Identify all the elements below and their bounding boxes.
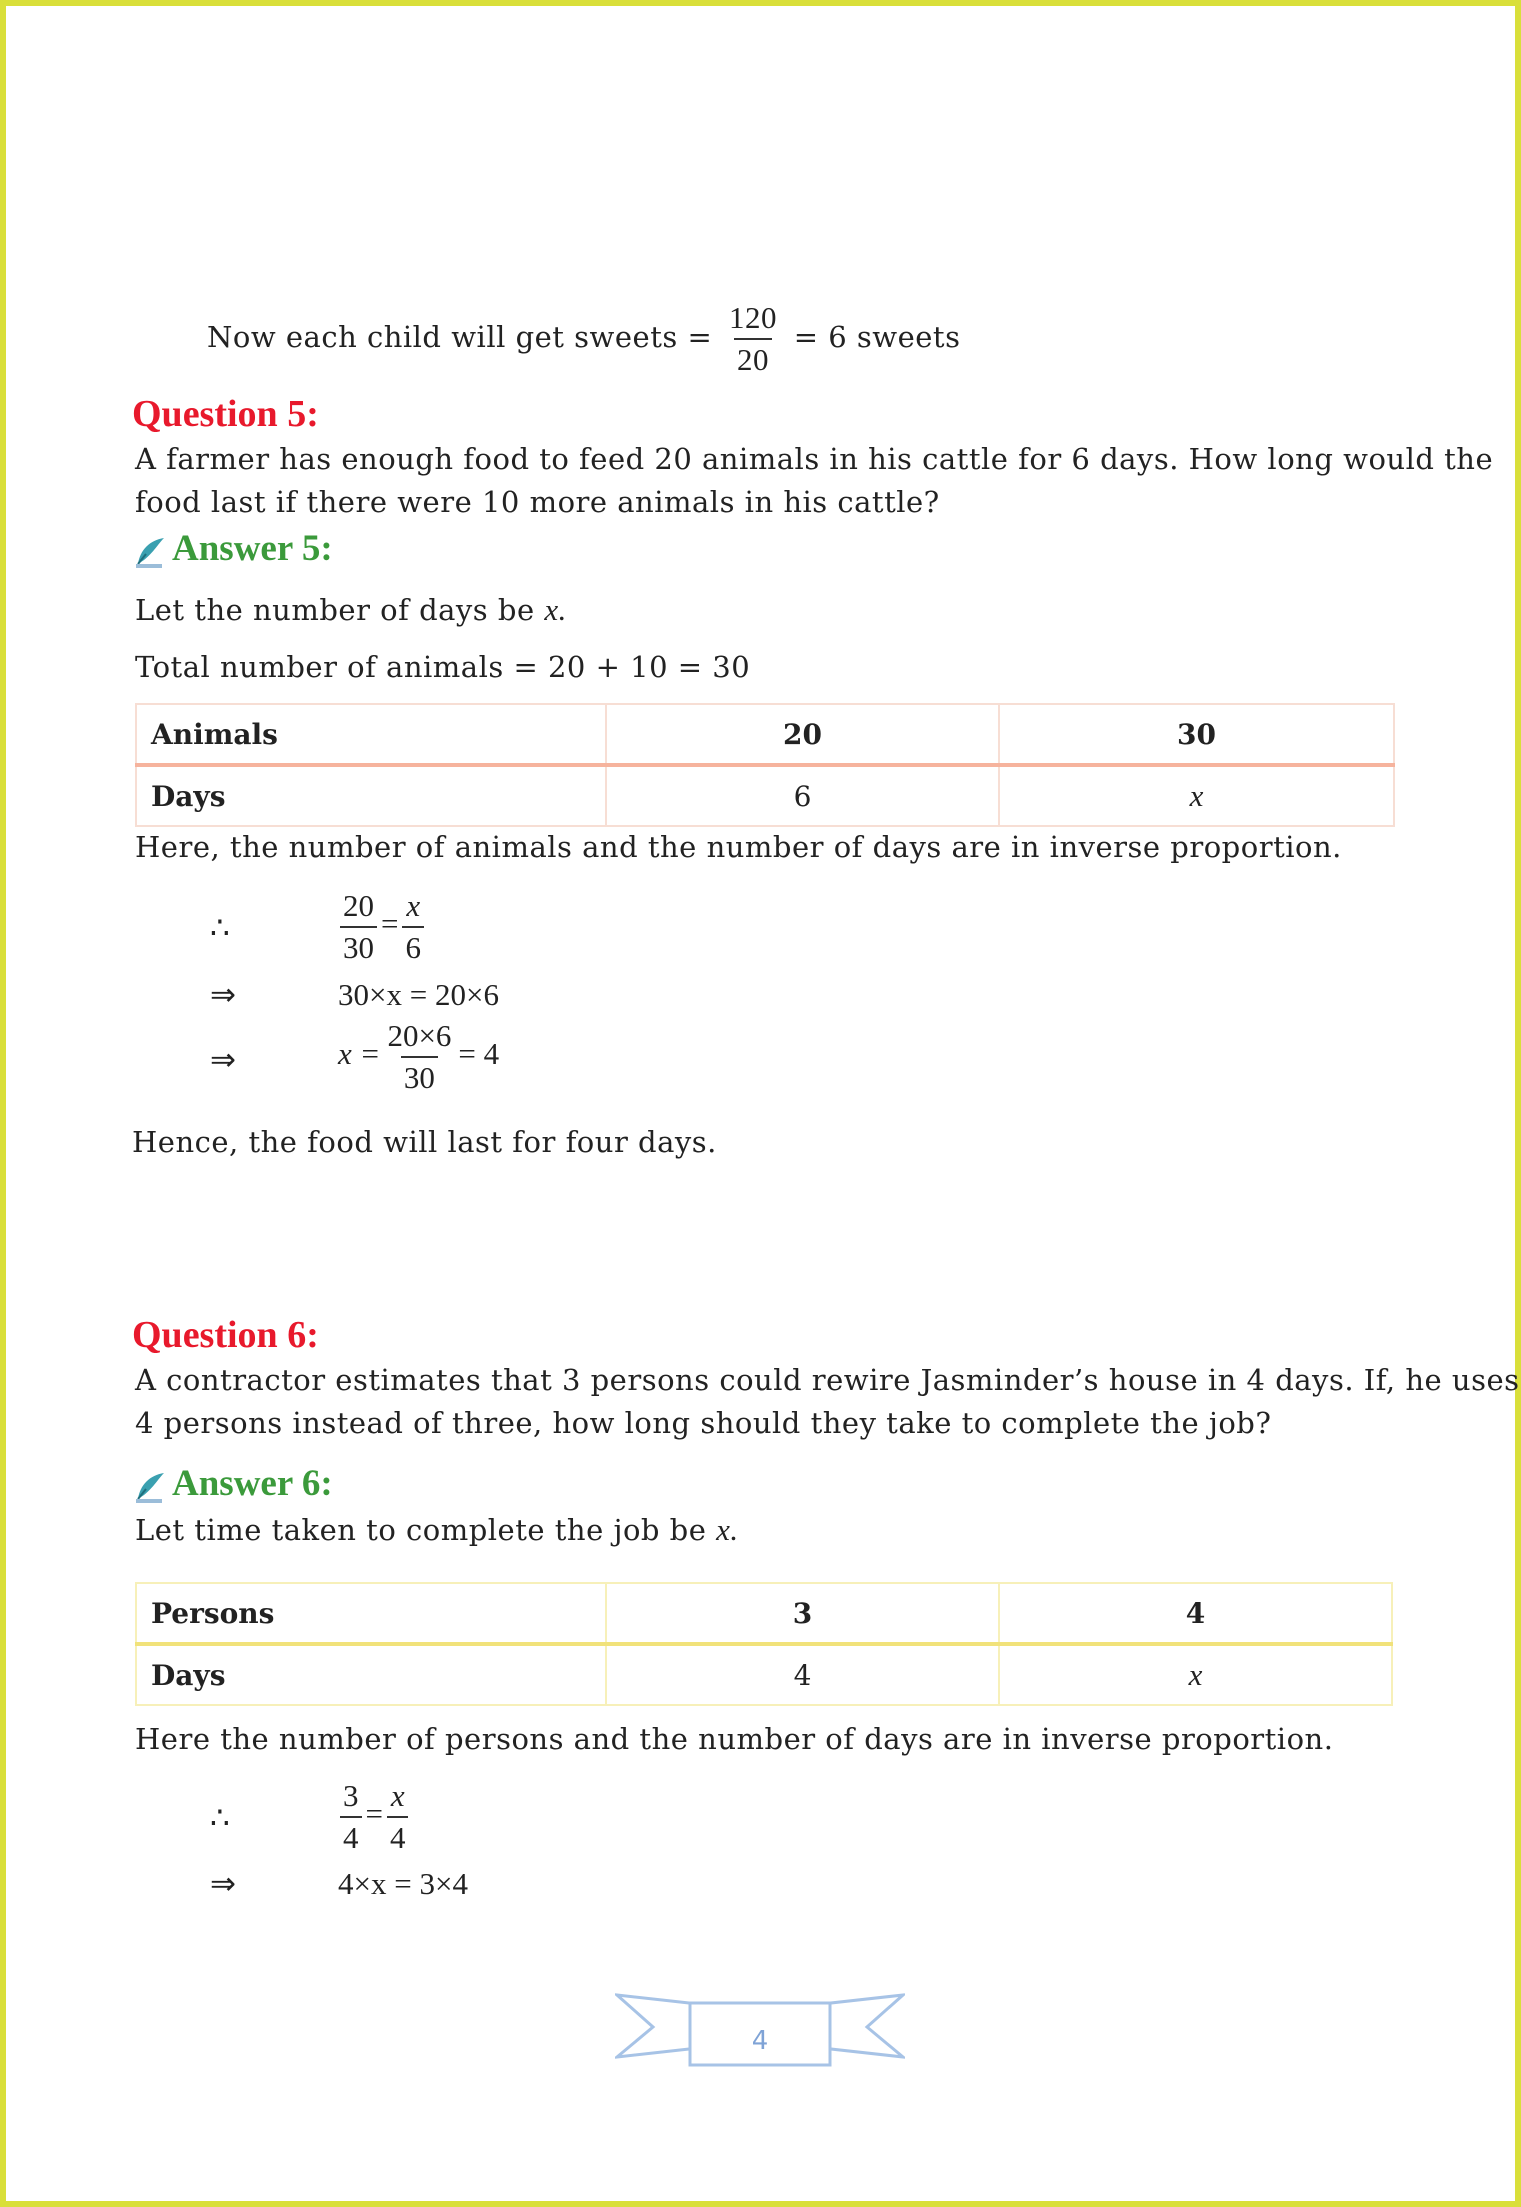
question-5-title: Question 5:	[132, 393, 319, 435]
denominator: 30	[340, 926, 377, 966]
answer-5-equation-2: 30×x = 20×6	[338, 977, 499, 1012]
question-5-line-2: food last if there were 10 more animals in his cattle?	[135, 485, 940, 519]
table-row	[136, 1644, 1392, 1705]
equation-rhs: = 4	[458, 1036, 500, 1072]
answer-5-equation-3	[338, 1018, 499, 1096]
table-cell: Persons	[136, 1583, 606, 1644]
table-cell: Days	[136, 765, 606, 826]
table-row	[136, 704, 1394, 765]
table-row	[136, 1583, 1392, 1644]
answer-5-equation-1	[336, 888, 428, 966]
equals-sign: =	[381, 906, 399, 942]
answer-6-title	[132, 1462, 333, 1505]
animals-days-table	[135, 703, 1395, 827]
table-cell: Days	[136, 1644, 606, 1705]
answer-5-let-var: x.	[544, 592, 567, 627]
implies-symbol: ⇒	[210, 1866, 236, 1901]
quill-logo-icon	[132, 1469, 168, 1505]
answer-5-let	[135, 592, 567, 628]
equals-sign: =	[365, 1796, 383, 1832]
sweets-result	[207, 300, 960, 378]
answer-5-conclusion: Hence, the food will last for four days.	[132, 1125, 717, 1159]
answer-6-let-text: Let time taken to complete the job be	[135, 1513, 707, 1547]
fraction	[340, 888, 377, 966]
implies-symbol: ⇒	[210, 977, 236, 1012]
question-6-title: Question 6:	[132, 1314, 319, 1356]
fraction	[387, 1778, 409, 1856]
sweets-numerator: 120	[728, 300, 777, 335]
answer-5-total: Total number of animals = 20 + 10 = 30	[135, 650, 751, 684]
answer-6-label: Answer 6:	[172, 1463, 333, 1504]
sweets-suffix: = 6 sweets	[793, 320, 961, 354]
table-cell: 4	[606, 1644, 999, 1705]
answer-6-let-var: x.	[716, 1512, 739, 1547]
fraction	[340, 1778, 362, 1856]
denominator: 4	[387, 1816, 409, 1856]
numerator: x	[390, 1778, 405, 1813]
answer-5-inverse-note: Here, the number of animals and the number of days are in inverse proportion.	[135, 830, 1342, 864]
persons-days-table	[135, 1582, 1393, 1706]
quill-logo-icon	[132, 534, 168, 570]
sweets-fraction	[726, 300, 780, 378]
therefore-symbol: ∴	[210, 1800, 230, 1835]
question-6-line-1: A contractor estimates that 3 persons could rewire Jasminder’s house in 4 days. If, he uses	[135, 1363, 1520, 1397]
fraction	[384, 1018, 454, 1096]
table-row	[136, 765, 1394, 826]
table-cell: x	[999, 1644, 1392, 1705]
question-6-line-2: 4 persons instead of three, how long should they take to complete the job?	[135, 1406, 1272, 1440]
table-cell: Animals	[136, 704, 606, 765]
answer-6-inverse-note: Here the number of persons and the number of days are in inverse proportion.	[135, 1722, 1334, 1756]
table-cell: 6	[606, 765, 999, 826]
question-5-line-1: A farmer has enough food to feed 20 animals in his cattle for 6 days. How long would the	[135, 442, 1494, 476]
numerator: 20	[343, 888, 374, 923]
sweets-prefix: Now each child will get sweets =	[207, 320, 713, 354]
denominator: 4	[340, 1816, 362, 1856]
implies-symbol: ⇒	[210, 1042, 236, 1077]
table-cell: 30	[999, 704, 1394, 765]
numerator: 3	[343, 1778, 359, 1813]
page-number: 4	[751, 2026, 769, 2056]
sweets-denominator: 20	[734, 338, 772, 378]
numerator: 20×6	[387, 1018, 452, 1053]
answer-6-let	[135, 1512, 739, 1548]
answer-6-equation-1	[336, 1778, 412, 1856]
equation-lhs: x =	[338, 1036, 381, 1072]
answer-5-let-text: Let the number of days be	[135, 593, 535, 627]
table-cell: 20	[606, 704, 999, 765]
denominator: 30	[401, 1056, 438, 1096]
table-cell: x	[999, 765, 1394, 826]
answer-5-title	[132, 527, 333, 570]
answer-6-equation-2: 4×x = 3×4	[338, 1866, 468, 1901]
fraction	[402, 888, 424, 966]
denominator: 6	[402, 926, 424, 966]
table-cell: 3	[606, 1583, 999, 1644]
table-cell: 4	[999, 1583, 1392, 1644]
therefore-symbol: ∴	[210, 910, 230, 945]
numerator: x	[406, 888, 421, 923]
answer-5-label: Answer 5:	[172, 528, 333, 569]
